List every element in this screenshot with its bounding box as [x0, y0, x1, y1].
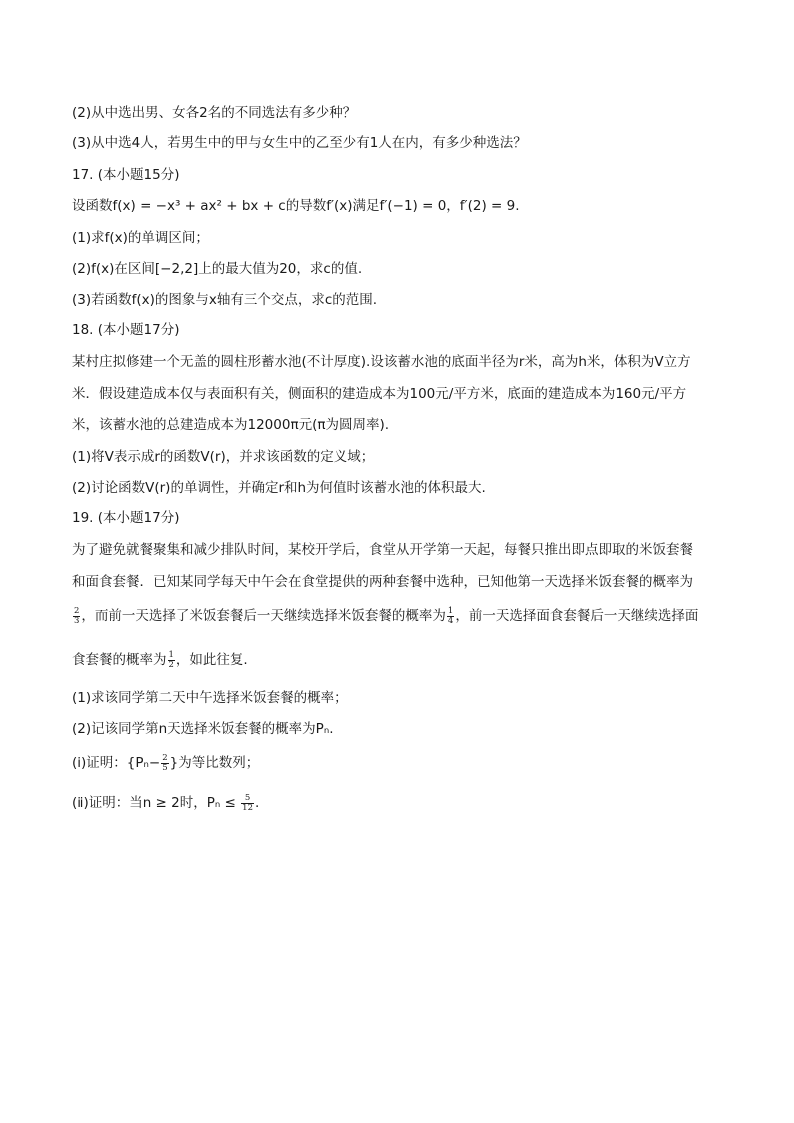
question-19-part-2-ii: (ⅱ)证明：当n ≥ 2时，Pₙ ≤ $\frac{5}{12}$ . [72, 792, 260, 813]
question-17-part-2: (2)f(x)在区间[−2,2]上的最大值为20，求c的值. [72, 261, 363, 277]
question-17-heading: 17. (本小题15分) [72, 167, 180, 183]
fraction-five-twelfths: $\frac{5}{12}$ [242, 792, 253, 813]
question-17-part-3: (3)若函数f(x)的图象与x轴有三个交点，求c的范围. [72, 292, 378, 308]
fraction-two-fifths: $\frac{2}{5}$ [162, 752, 168, 773]
question-16-part-2: (2)从中选出男、女各2名的不同选法有多少种？ [72, 105, 357, 121]
question-17-stem: 设函数f(x) = −x³ + ax² + bx + c的导数f′(x)满足f′(−1) = 0，f′(2) = 9. [72, 198, 520, 214]
question-19-part-2-i: (ⅰ)证明：{Pₙ− $\frac{2}{5}$ }为等比数列； [72, 752, 260, 773]
fraction-one-half: $\frac{1}{2}$ [168, 649, 174, 670]
question-18-part-1: (1)将V表示成r的函数V(r)，并求该函数的定义域； [72, 449, 375, 465]
question-19-part-2: (2)记该同学第n天选择米饭套餐的概率为Pₙ. [72, 721, 334, 737]
question-18-stem-line-1: 某村庄拟修建一个无盖的圆柱形蓄水池(不计厚度).设该蓄水池的底面半径为r米，高为h米，体积为V立方 [72, 354, 691, 370]
question-19-stem-line-3: $\frac{2}{3}$ ，而前一天选择了米饭套餐后一天继续选择米饭套餐的概率为 $\frac{1}{4}$ ，前一天选择面食套餐后一天继续选择面 [74, 605, 699, 626]
question-19-stem-line-1: 为了避免就餐聚集和减少排队时间，某校开学后，食堂从开学第一天起，每餐只推出即点即取的米饭套餐 [72, 542, 693, 558]
question-18-stem-line-3: 米，该蓄水池的总建造成本为12000π元(π为圆周率). [72, 417, 390, 433]
question-19-part-1: (1)求该同学第二天中午选择米饭套餐的概率； [72, 690, 348, 706]
question-19-stem-line-2: 和面食套餐．已知某同学每天中午会在食堂提供的两种套餐中选种，已知他第一天选择米饭套餐的概率为 [72, 574, 693, 590]
fraction-two-thirds: $\frac{2}{3}$ [74, 605, 80, 626]
question-18-part-2: (2)讨论函数V(r)的单调性，并确定r和h为何值时该蓄水池的体积最大. [72, 480, 486, 496]
question-19-heading: 19. (本小题17分) [72, 510, 180, 526]
question-19-stem-line-4: 食套餐的概率为 $\frac{1}{2}$ ，如此往复. [72, 649, 248, 670]
fraction-one-quarter: $\frac{1}{4}$ [447, 605, 454, 626]
question-17-part-1: (1)求f(x)的单调区间； [72, 230, 209, 246]
question-18-heading: 18. (本小题17分) [72, 322, 180, 338]
question-16-part-3: (3)从中选4人，若男生中的甲与女生中的乙至少有1人在内，有多少种选法？ [72, 135, 527, 151]
question-18-stem-line-2: 米．假设建造成本仅与表面积有关，侧面积的建造成本为100元/平方米，底面的建造成本为160元/平方 [72, 386, 687, 402]
